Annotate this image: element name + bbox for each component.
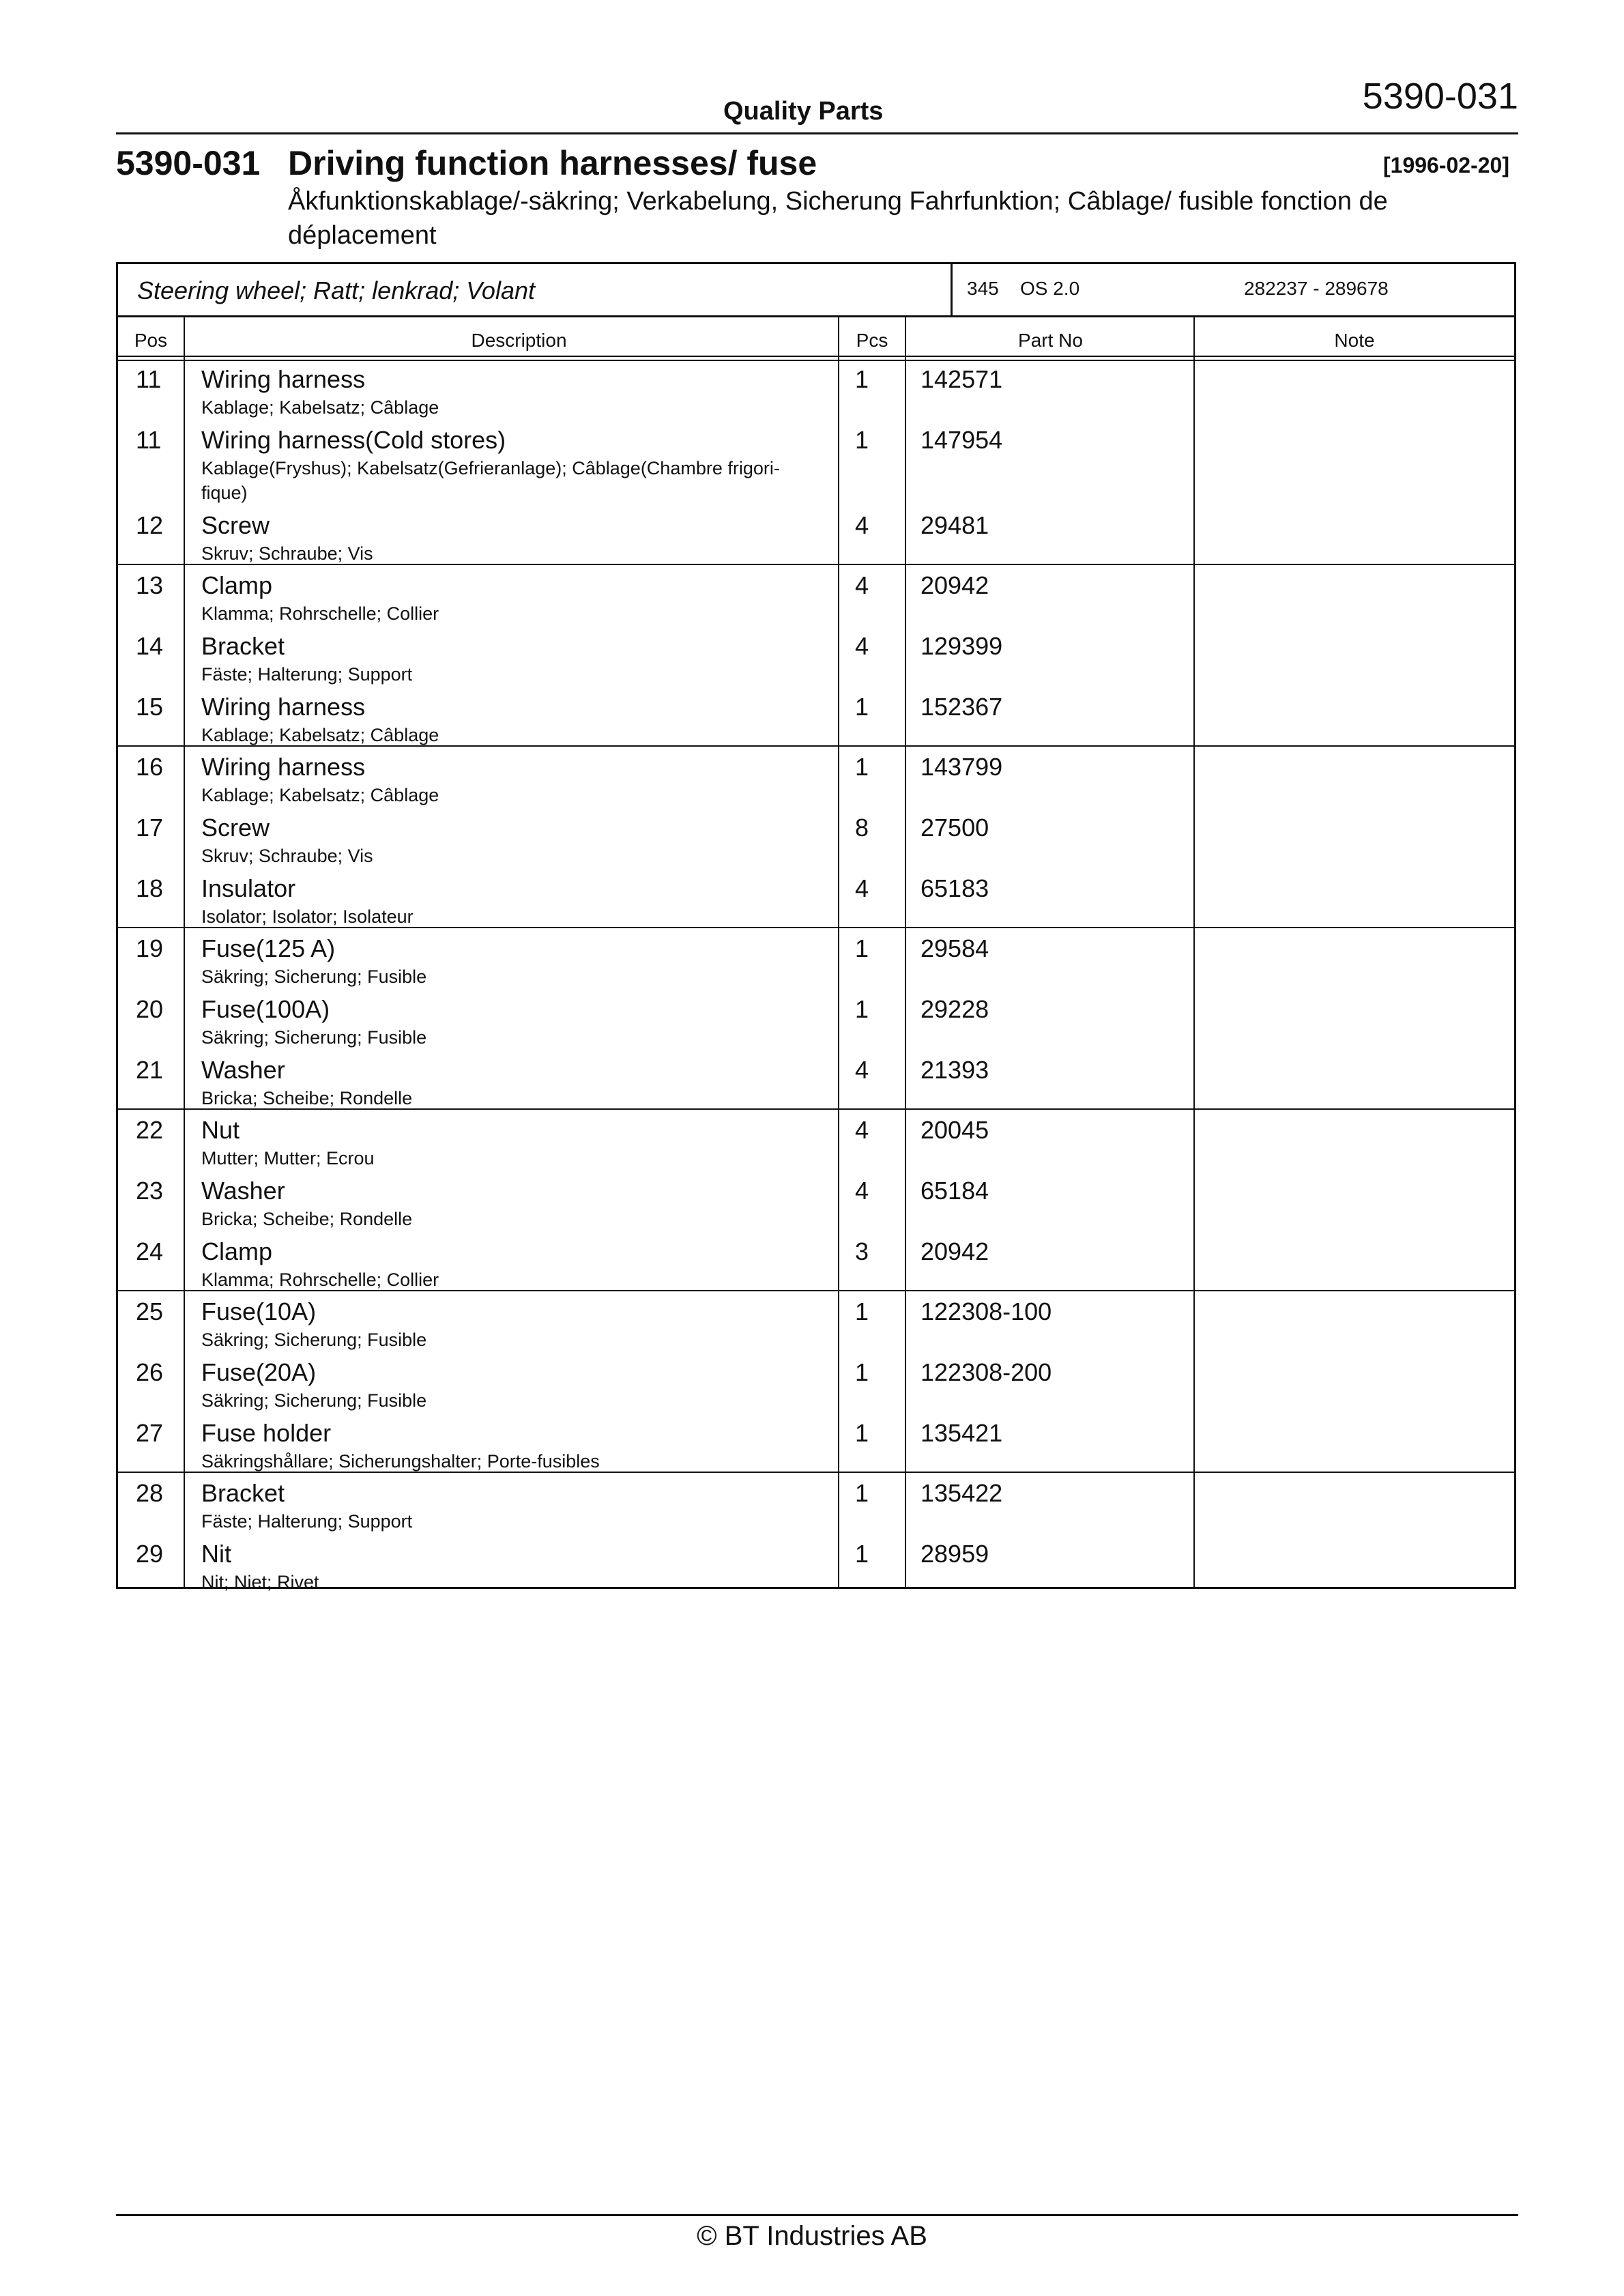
row-pos: 29	[136, 1540, 164, 1568]
row-translations: Säkring; Sicherung; Fusible	[201, 1390, 427, 1411]
row-pcs: 4	[855, 511, 869, 539]
row-translations: Bricka; Scheibe; Rondelle	[201, 1209, 413, 1229]
group-serial-range: 282237 - 289678	[1244, 278, 1389, 299]
row-description: Fuse(100A)	[201, 995, 330, 1023]
row-translations: Kablage; Kabelsatz; Câblage	[201, 397, 439, 418]
row-translations: Mutter; Mutter; Ecrou	[201, 1148, 375, 1168]
parts-table	[116, 262, 1516, 1592]
row-partno: 65184	[920, 1177, 989, 1205]
row-pos: 26	[136, 1358, 164, 1386]
row-partno: 143799	[920, 753, 1003, 781]
row-partno: 20942	[920, 1237, 989, 1265]
row-translations: Säkring; Sicherung; Fusible	[201, 966, 427, 987]
row-translations: Fäste; Halterung; Support	[201, 1511, 413, 1532]
row-translations: Klamma; Rohrschelle; Collier	[201, 603, 439, 624]
row-pcs: 1	[855, 1540, 869, 1568]
row-pcs: 1	[855, 426, 869, 454]
row-pcs: 1	[855, 1358, 869, 1386]
col-divider	[905, 317, 906, 1587]
row-pos: 14	[136, 632, 164, 660]
col-header-pcs: Pcs	[856, 330, 888, 351]
group-header	[118, 264, 1514, 317]
row-pos: 20	[136, 995, 164, 1023]
row-description: Fuse(10A)	[201, 1297, 317, 1325]
row-translations: Bricka; Scheibe; Rondelle	[201, 1088, 413, 1108]
row-pcs: 4	[855, 632, 869, 660]
doc-date: [1996-02-20]	[1383, 153, 1509, 177]
row-partno: 28959	[920, 1540, 989, 1568]
row-pos: 18	[136, 874, 164, 902]
col-divider	[184, 317, 185, 1587]
row-pos: 17	[136, 814, 164, 842]
row-pos: 13	[136, 571, 164, 599]
row-pcs: 4	[855, 571, 869, 599]
row-pcs: 4	[855, 1116, 869, 1144]
row-description: Bracket	[201, 632, 285, 660]
group-title: Steering wheel; Ratt; lenkrad; Volant	[137, 276, 535, 304]
row-pos: 12	[136, 511, 164, 539]
row-partno: 65183	[920, 874, 989, 902]
col-header-partno: Part No	[1018, 330, 1083, 351]
row-description: Nut	[201, 1116, 240, 1144]
row-description: Nit	[201, 1540, 231, 1568]
doc-subtitle: Åkfunktionskablage/-säkring; Verkabelung, Sicherung Fahrfunktion; Câblage/ fusible fonction de déplacement	[288, 187, 1388, 250]
row-pcs: 1	[855, 995, 869, 1023]
row-pcs: 1	[855, 934, 869, 962]
row-pos: 22	[136, 1116, 164, 1144]
row-description: Fuse(125 A)	[201, 934, 336, 962]
row-pcs: 1	[855, 365, 869, 393]
row-translations: Säkring; Sicherung; Fusible	[201, 1027, 427, 1048]
row-translations: Skruv; Schraube; Vis	[201, 846, 373, 866]
row-pcs: 3	[855, 1237, 869, 1265]
doc-number: 5390-031	[116, 144, 261, 182]
row-description: Bracket	[201, 1479, 285, 1507]
row-translations: Skruv; Schraube; Vis	[201, 543, 373, 564]
row-partno: 135422	[920, 1479, 1003, 1507]
row-pos: 24	[136, 1237, 164, 1265]
col-header-pos: Pos	[134, 330, 168, 351]
row-pcs: 4	[855, 1056, 869, 1084]
row-partno: 142571	[920, 365, 1003, 393]
doc-title: Driving function harnesses/ fuse	[288, 144, 817, 182]
header-rule-top	[118, 356, 1514, 357]
row-partno: 152367	[920, 693, 1003, 721]
row-partno: 135421	[920, 1419, 1003, 1447]
col-header-note: Note	[1334, 330, 1375, 351]
row-pos: 19	[136, 934, 164, 962]
row-translations: Isolator; Isolator; Isolateur	[201, 906, 414, 927]
row-partno: 27500	[920, 814, 989, 842]
row-pos: 25	[136, 1297, 164, 1325]
row-pcs: 4	[855, 874, 869, 902]
row-translations: Kablage; Kabelsatz; Câblage	[201, 725, 439, 745]
row-translations: Säkring; Sicherung; Fusible	[201, 1330, 427, 1350]
col-divider	[1193, 317, 1195, 1587]
row-description: Washer	[201, 1177, 285, 1205]
group-divider	[951, 264, 953, 315]
footer-rule	[116, 2214, 1518, 2216]
row-pos: 28	[136, 1479, 164, 1507]
row-description: Fuse(20A)	[201, 1358, 317, 1386]
row-pos: 27	[136, 1419, 164, 1447]
row-pos: 11	[136, 426, 162, 454]
row-partno: 129399	[920, 632, 1003, 660]
row-partno: 29228	[920, 995, 989, 1023]
col-header-description: Description	[471, 330, 567, 351]
row-pos: 21	[136, 1056, 164, 1084]
row-translations: Kablage(Fryshus); Kabelsatz(Gefrieranlage); Câblage(Chambre frigori-fique)	[201, 458, 780, 503]
row-partno: 29481	[920, 511, 989, 539]
row-pcs: 4	[855, 1177, 869, 1205]
row-translations: Säkringshållare; Sicherungshalter; Porte-fusibles	[201, 1451, 600, 1472]
row-description: Wiring harness(Cold stores)	[201, 426, 506, 454]
row-translations: Nit; Niet; Rivet	[201, 1572, 319, 1592]
col-divider	[838, 317, 839, 1587]
row-pcs: 1	[855, 753, 869, 781]
row-description: Wiring harness	[201, 693, 366, 721]
row-partno: 20942	[920, 571, 989, 599]
row-description: Wiring harness	[201, 753, 366, 781]
row-partno: 122308-100	[920, 1297, 1052, 1325]
row-description: Insulator	[201, 874, 296, 902]
row-description: Fuse holder	[201, 1419, 332, 1447]
row-partno: 20045	[920, 1116, 989, 1144]
row-translations: Fäste; Halterung; Support	[201, 664, 413, 685]
row-pos: 15	[136, 693, 164, 721]
row-description: Screw	[201, 814, 270, 842]
row-translations: Kablage; Kabelsatz; Câblage	[201, 785, 439, 805]
header-rule	[116, 132, 1518, 134]
row-pcs: 1	[855, 693, 869, 721]
row-translations: Klamma; Rohrschelle; Collier	[201, 1269, 439, 1290]
page-header-title: Quality Parts	[723, 97, 884, 126]
row-pos: 23	[136, 1177, 164, 1205]
row-partno: 122308-200	[920, 1358, 1052, 1386]
row-partno: 147954	[920, 426, 1003, 454]
header-rule-bottom	[118, 360, 1514, 361]
row-pcs: 8	[855, 814, 869, 842]
row-description: Clamp	[201, 1237, 273, 1265]
row-pcs: 1	[855, 1479, 869, 1507]
group-os: OS 2.0	[1020, 278, 1080, 299]
row-description: Washer	[201, 1056, 285, 1084]
group-model: 345	[967, 278, 999, 299]
row-pcs: 1	[855, 1297, 869, 1325]
row-description: Wiring harness	[201, 365, 366, 393]
row-description: Clamp	[201, 571, 273, 599]
row-description: Screw	[201, 511, 270, 539]
row-pcs: 1	[855, 1419, 869, 1447]
row-pos: 16	[136, 753, 164, 781]
footer-copyright: © BT Industries AB	[697, 2221, 927, 2251]
row-partno: 21393	[920, 1056, 989, 1084]
row-pos: 11	[136, 365, 162, 393]
page-header-docnum: 5390-031	[1362, 76, 1518, 117]
row-partno: 29584	[920, 934, 989, 962]
